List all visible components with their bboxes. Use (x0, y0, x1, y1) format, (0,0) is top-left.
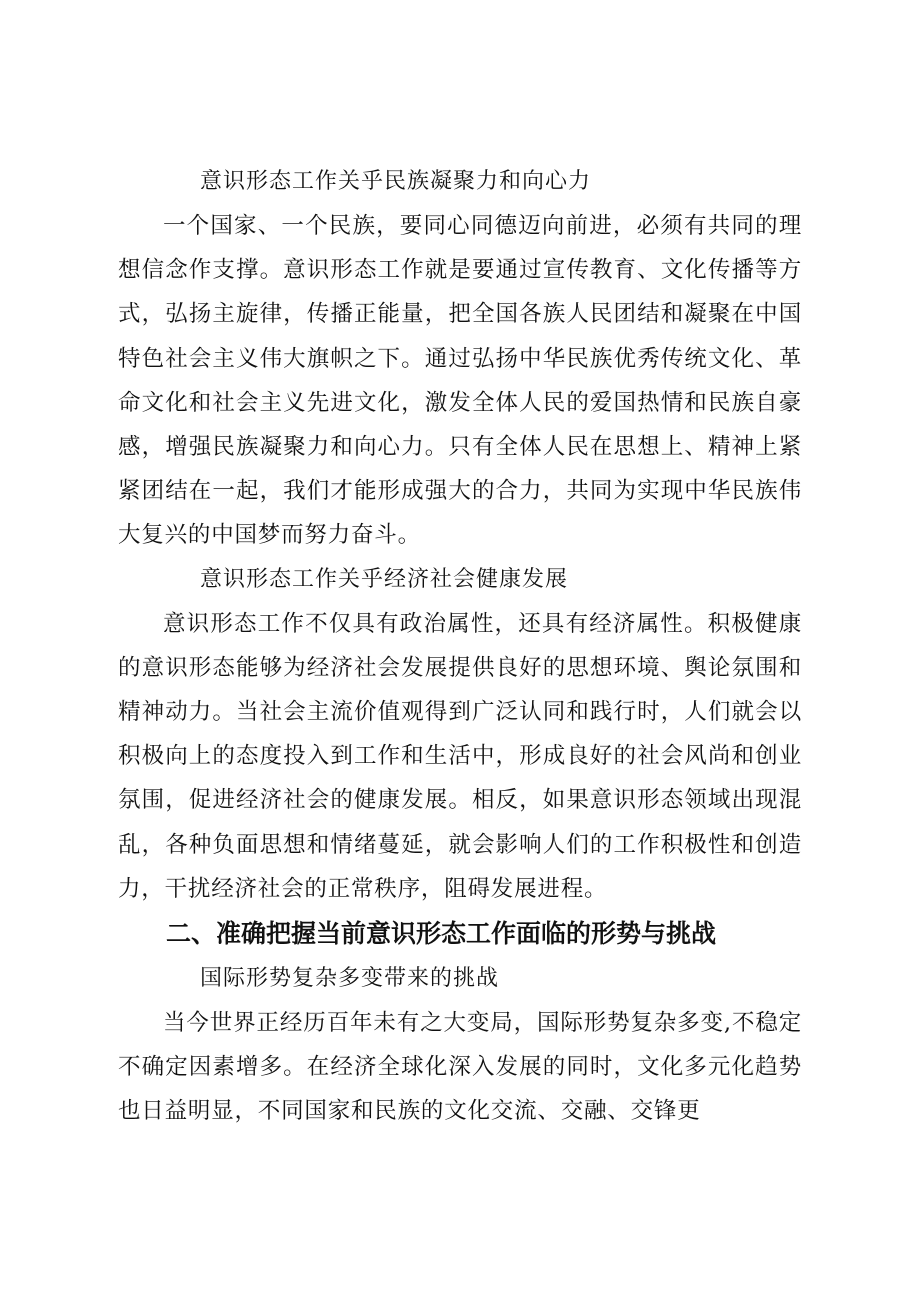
subheading-national-cohesion: 意识形态工作关乎民族凝聚力和向心力 (200, 169, 592, 194)
section-heading-two: 二、准确把握当前意识形态工作面临的形势与挑战 (166, 919, 717, 949)
subheading-international-challenges: 国际形势复杂多变带来的挑战 (200, 966, 500, 992)
paragraph-national-cohesion: 一个国家、一个民族，要同心同德迈向前进，必须有共同的理想信念作支撑。意识形态工作就是要通过宣传教育、文化传播等方式，弘扬主旋律，传播正能量，把全国各族人民团结和凝聚在中国特色社会主义伟大旗帜之下。通过弘扬中华民族优秀传统文化、革命文化和社会主义先进文化，激发全体人民的爱国热情和民族自豪感，增强民族凝聚力和向心力。只有全体人民在思想上、精神上紧紧团结在一起，我们才能形成强大的合力，共同为实现中华民族伟大复兴的中国梦而努力奋斗。 (118, 213, 802, 549)
paragraph-economic-development: 意识形态工作不仅具有政治属性，还具有经济属性。积极健康的意识形态能够为经济社会发展提供良好的思想环境、舆论氛围和精神动力。当社会主流价值观得到广泛认同和践行时，人们就会以积极向上的态度投入到工作和生活中，形成良好的社会风尚和创业氛围，促进经济社会的健康发展。相反，如果意识形态领域出现混乱，各种负面思想和情绪蔓延，就会影响人们的工作积极性和创造力，干扰经济社会的正常秩序，阻碍发展进程。 (118, 610, 802, 902)
document-body (118, 160, 802, 1134)
subheading-economic-development: 意识形态工作关乎经济社会健康发展 (200, 566, 569, 592)
paragraph-international-challenges: 当今世界正经历百年未有之大变局，国际形势复杂多变,不稳定不确定因素增多。在经济全球化深入发展的同时，文化多元化趋势也日益明显，不同国家和民族的文化交流、交融、交锋更 (118, 1010, 802, 1125)
